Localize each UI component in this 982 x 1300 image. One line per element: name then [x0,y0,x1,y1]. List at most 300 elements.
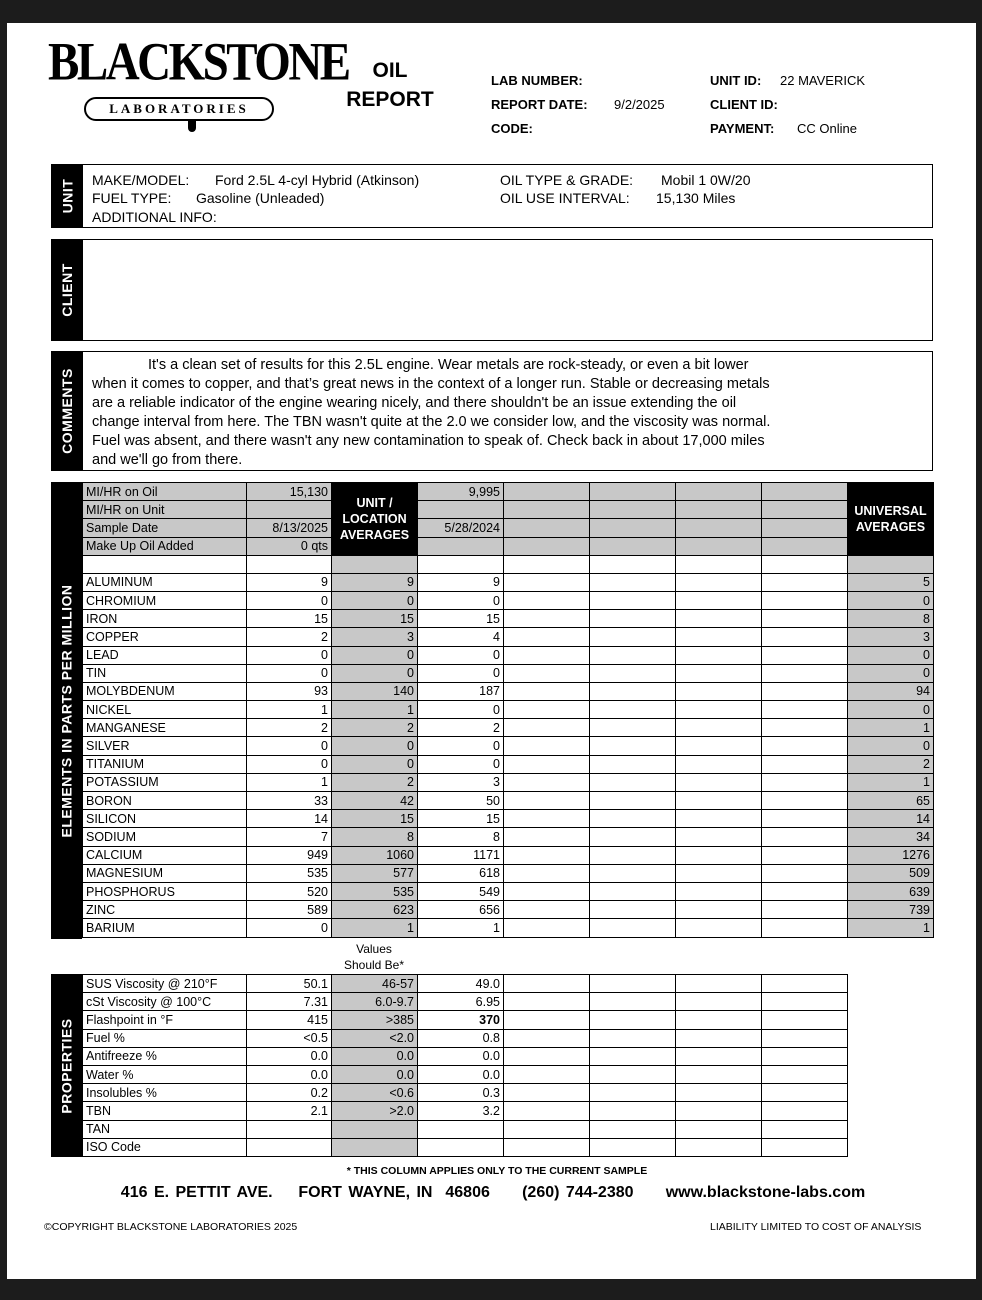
empty-sample-cell [762,1029,848,1047]
info-row [83,483,934,501]
property-name: Antifreeze % [83,1047,247,1065]
empty-sample-cell [504,737,590,755]
unit-average-value: 0 [332,755,418,773]
property-name: Insolubles % [83,1084,247,1102]
current-sample-value: 8/13/2025 [247,519,332,537]
empty-sample-cell [762,1138,848,1156]
element-row [83,864,934,882]
make-model-label: MAKE/MODEL: [92,172,190,188]
empty-sample-cell [676,519,762,537]
empty-sample-cell [504,864,590,882]
element-row [83,773,934,791]
current-value: 589 [247,901,332,919]
element-name: MANGANESE [83,719,247,737]
oil-type-value: Mobil 1 0W/20 [661,172,751,188]
empty-sample-cell [676,1084,762,1102]
universal-average-value: 8 [848,610,934,628]
element-name: NICKEL [83,701,247,719]
property-name: SUS Viscosity @ 210°F [83,975,247,993]
empty-sample-cell [762,1047,848,1065]
property-row [83,1065,848,1083]
empty-sample-cell [590,755,676,773]
property-name: Water % [83,1065,247,1083]
empty-sample-cell [676,792,762,810]
spacer-cell [247,555,332,573]
empty-sample-cell [762,993,848,1011]
empty-sample-cell [590,1047,676,1065]
property-row [83,1138,848,1156]
element-name: SILVER [83,737,247,755]
empty-sample-cell [676,719,762,737]
values-should-be-header [331,941,417,973]
current-value: 2.1 [247,1102,332,1120]
element-name: TIN [83,664,247,682]
previous-value: 4 [418,628,504,646]
previous-value: 0 [418,591,504,609]
previous-value: 0.3 [418,1084,504,1102]
empty-sample-cell [504,591,590,609]
empty-sample-cell [762,610,848,628]
header-line: AVERAGES [855,519,926,534]
liability-notice: LIABILITY LIMITED TO COST OF ANALYSIS [710,1221,922,1233]
property-row [83,975,848,993]
empty-sample-cell [762,519,848,537]
empty-sample-cell [590,810,676,828]
element-name: MOLYBDENUM [83,682,247,700]
previous-value: 1171 [418,846,504,864]
empty-sample-cell [590,993,676,1011]
empty-sample-cell [590,919,676,937]
empty-sample-cell [590,901,676,919]
current-sample-note: * THIS COLUMN APPLIES ONLY TO THE CURRENT SAMPLE [346,1165,648,1177]
spacer-cell [332,555,418,573]
comment-line: Fuel was absent, and there wasn't any new contamination to speak of. Check back in about 17,000 miles [92,433,765,449]
empty-sample-cell [762,1065,848,1083]
spacer-cell [418,555,504,573]
empty-sample-cell [762,646,848,664]
universal-average-value: 94 [848,682,934,700]
element-name: POTASSIUM [83,773,247,791]
spacer-cell [848,555,934,573]
previous-value: 187 [418,682,504,700]
should-be-value [332,1138,418,1156]
empty-sample-cell [676,1065,762,1083]
empty-sample-cell [504,610,590,628]
element-row [83,573,934,591]
empty-sample-cell [590,1011,676,1029]
empty-sample-cell [590,701,676,719]
element-row [83,610,934,628]
empty-sample-cell [676,773,762,791]
payment-value: CC Online [797,121,857,136]
unit-average-value: 0 [332,646,418,664]
report-title-line1: OIL [372,59,408,82]
current-value: 415 [247,1011,332,1029]
empty-sample-cell [676,483,762,501]
empty-sample-cell [590,501,676,519]
element-name: SILICON [83,810,247,828]
unit-average-value: 1 [332,701,418,719]
unit-average-value: 15 [332,610,418,628]
empty-sample-cell [762,628,848,646]
empty-sample-cell [762,701,848,719]
empty-sample-cell [504,810,590,828]
universal-average-value: 0 [848,701,934,719]
comment-line: change interval from here. The TBN wasn't quite at the 2.0 we consider low, and the viscosity was normal. [92,414,771,430]
empty-sample-cell [762,828,848,846]
lab-number-label: LAB NUMBER: [491,73,583,88]
oil-type-label: OIL TYPE & GRADE: [500,172,634,188]
property-name: cSt Viscosity @ 100°C [83,993,247,1011]
empty-sample-cell [676,1120,762,1138]
element-row [83,701,934,719]
info-label: Make Up Oil Added [83,537,247,555]
previous-sample-value [418,501,504,519]
previous-value: 15 [418,810,504,828]
empty-sample-cell [762,483,848,501]
previous-value: 2 [418,719,504,737]
header-line: UNIVERSAL [854,503,927,518]
empty-sample-cell [762,1011,848,1029]
element-name: CALCIUM [83,846,247,864]
empty-sample-cell [762,919,848,937]
element-name: ALUMINUM [83,573,247,591]
current-value: 949 [247,846,332,864]
element-name: TITANIUM [83,755,247,773]
should-be-value [332,1120,418,1138]
previous-value: 0 [418,701,504,719]
property-name: TAN [83,1120,247,1138]
make-model-value: Ford 2.5L 4-cyl Hybrid (Atkinson) [215,172,420,188]
previous-value: 549 [418,882,504,900]
empty-sample-cell [762,537,848,555]
current-value: 15 [247,610,332,628]
unit-average-value: 9 [332,573,418,591]
report-title-line2: REPORT [346,88,434,111]
empty-sample-cell [676,993,762,1011]
universal-average-value: 34 [848,828,934,846]
empty-sample-cell [504,755,590,773]
universal-average-value: 0 [848,646,934,664]
universal-average-value: 3 [848,628,934,646]
empty-sample-cell [504,882,590,900]
empty-sample-cell [504,901,590,919]
current-sample-value: 15,130 [247,483,332,501]
empty-sample-cell [590,573,676,591]
empty-sample-cell [762,501,848,519]
client-id-label: CLIENT ID: [710,97,778,112]
report-date-label: REPORT DATE: [491,97,588,112]
current-value: 50.1 [247,975,332,993]
copyright-notice: ©COPYRIGHT BLACKSTONE LABORATORIES 2025 [44,1221,298,1233]
empty-sample-cell [762,1102,848,1120]
values-header-line2: Should Be* [343,958,405,972]
empty-sample-cell [676,901,762,919]
client-box [51,239,933,341]
should-be-value: <0.6 [332,1084,418,1102]
element-name: PHOSPHORUS [83,882,247,900]
empty-sample-cell [590,1138,676,1156]
unit-average-value: 3 [332,628,418,646]
current-value: 7 [247,828,332,846]
current-value: 33 [247,792,332,810]
empty-sample-cell [504,846,590,864]
should-be-value: 0.0 [332,1047,418,1065]
empty-sample-cell [762,810,848,828]
empty-sample-cell [504,1047,590,1065]
client-sidebar [51,239,83,341]
previous-value [418,1120,504,1138]
unit-average-value: 0 [332,591,418,609]
previous-value: 0 [418,755,504,773]
unit-id-label: UNIT ID: [710,73,762,88]
empty-sample-cell [762,846,848,864]
unit-average-value: 2 [332,719,418,737]
empty-sample-cell [590,846,676,864]
unit-id-value: 22 MAVERICK [780,73,866,88]
comment-line: are a reliable indicator of the engine wearing nicely, and there shouldn't be an issue extending the oil [92,395,737,411]
universal-average-value: 2 [848,755,934,773]
element-row [83,719,934,737]
empty-sample-cell [504,919,590,937]
current-value: 0 [247,646,332,664]
empty-sample-cell [504,664,590,682]
blackstone-logo: BLACKSTONE [48,32,349,93]
elements-table [82,482,934,938]
empty-sample-cell [762,755,848,773]
current-value [247,1120,332,1138]
empty-sample-cell [762,773,848,791]
element-name: ZINC [83,901,247,919]
previous-value: 6.95 [418,993,504,1011]
unit-average-value: 623 [332,901,418,919]
empty-sample-cell [590,519,676,537]
empty-sample-cell [762,573,848,591]
empty-sample-cell [762,1084,848,1102]
empty-sample-cell [590,1120,676,1138]
should-be-value: >2.0 [332,1102,418,1120]
unit-average-value: 8 [332,828,418,846]
previous-value: 0.0 [418,1047,504,1065]
property-row [83,1084,848,1102]
universal-average-value: 0 [848,664,934,682]
unit-average-value: 2 [332,773,418,791]
universal-average-value: 1 [848,919,934,937]
empty-sample-cell [590,483,676,501]
empty-sample-cell [504,975,590,993]
empty-sample-cell [676,628,762,646]
empty-sample-cell [590,828,676,846]
universal-average-value: 0 [848,737,934,755]
universal-average-value: 1 [848,773,934,791]
empty-sample-cell [676,1138,762,1156]
empty-sample-cell [676,737,762,755]
property-row [83,1047,848,1065]
universal-average-value: 65 [848,792,934,810]
oil-use-value: 15,130 Miles [656,190,736,206]
current-value: 0.0 [247,1065,332,1083]
comments-text [92,356,927,470]
current-value: 0.0 [247,1047,332,1065]
empty-sample-cell [504,701,590,719]
empty-sample-cell [590,773,676,791]
empty-sample-cell [676,755,762,773]
empty-sample-cell [762,682,848,700]
element-row [83,646,934,664]
empty-sample-cell [504,483,590,501]
should-be-value: 46-57 [332,975,418,993]
element-name: COPPER [83,628,247,646]
element-name: IRON [83,610,247,628]
empty-sample-cell [590,646,676,664]
current-value: 93 [247,682,332,700]
comment-line: when it comes to copper, and that’s great news in the context of a longer run. Stable or decreasing metals [92,376,770,392]
report-title [335,56,445,114]
element-row [83,591,934,609]
lab-address: 416 E. PETTIT AVE. FORT WAYNE, IN 46806 (260) 744-2380 www.blackstone-labs.com [120,1184,866,1201]
unit-average-value: 1060 [332,846,418,864]
additional-info-label: ADDITIONAL INFO: [92,209,217,225]
unit-average-value: 42 [332,792,418,810]
info-row [83,537,934,555]
empty-sample-cell [676,864,762,882]
spacer-cell [504,555,590,573]
previous-value: 0 [418,664,504,682]
empty-sample-cell [676,682,762,700]
comments-sidebar [51,351,83,471]
element-row [83,737,934,755]
current-value: 2 [247,628,332,646]
empty-sample-cell [590,1102,676,1120]
previous-value: 49.0 [418,975,504,993]
empty-sample-cell [590,664,676,682]
unit-section-label: UNIT [59,178,76,214]
empty-sample-cell [762,901,848,919]
empty-sample-cell [590,864,676,882]
previous-value: 0 [418,737,504,755]
should-be-value: <2.0 [332,1029,418,1047]
empty-sample-cell [762,737,848,755]
empty-sample-cell [676,573,762,591]
empty-sample-cell [504,1120,590,1138]
empty-sample-cell [676,882,762,900]
empty-sample-cell [762,591,848,609]
spacer-row [83,555,934,573]
previous-value: 3.2 [418,1102,504,1120]
previous-sample-value: 5/28/2024 [418,519,504,537]
fuel-type-value: Gasoline (Unleaded) [196,190,325,206]
empty-sample-cell [590,610,676,628]
header-line: UNIT / [356,495,393,510]
empty-sample-cell [504,646,590,664]
universal-average-value: 14 [848,810,934,828]
element-row [83,664,934,682]
empty-sample-cell [676,591,762,609]
info-row [83,501,934,519]
universal-average-value: 639 [848,882,934,900]
current-value: 0.2 [247,1084,332,1102]
element-name: CHROMIUM [83,591,247,609]
previous-value: 8 [418,828,504,846]
previous-value: 15 [418,610,504,628]
property-row [83,1011,848,1029]
empty-sample-cell [504,501,590,519]
empty-sample-cell [762,664,848,682]
empty-sample-cell [762,792,848,810]
info-label: Sample Date [83,519,247,537]
comment-line: It's a clean set of results for this 2.5L engine. Wear metals are rock-steady, or even a bit lower [148,357,749,373]
previous-value: 0.0 [418,1065,504,1083]
info-label: MI/HR on Unit [83,501,247,519]
empty-sample-cell [676,701,762,719]
previous-sample-value: 9,995 [418,483,504,501]
empty-sample-cell [590,719,676,737]
should-be-value: >385 [332,1011,418,1029]
element-row [83,882,934,900]
property-name: Flashpoint in °F [83,1011,247,1029]
empty-sample-cell [676,501,762,519]
element-row [83,792,934,810]
previous-value: 3 [418,773,504,791]
empty-sample-cell [676,1047,762,1065]
element-row [83,810,934,828]
empty-sample-cell [590,1029,676,1047]
empty-sample-cell [504,993,590,1011]
empty-sample-cell [676,975,762,993]
universal-average-value: 1276 [848,846,934,864]
payment-label: PAYMENT: [710,121,775,136]
empty-sample-cell [590,628,676,646]
empty-sample-cell [590,591,676,609]
previous-value: 9 [418,573,504,591]
current-value: 0 [247,664,332,682]
element-name: BARIUM [83,919,247,937]
empty-sample-cell [504,519,590,537]
current-value: 7.31 [247,993,332,1011]
elements-sidebar [51,482,82,939]
empty-sample-cell [504,1011,590,1029]
properties-sidebar [51,974,82,1157]
info-row [83,519,934,537]
previous-value: 50 [418,792,504,810]
report-date-value: 9/2/2025 [614,97,665,112]
empty-sample-cell [762,882,848,900]
universal-average-value: 739 [848,901,934,919]
oil-use-label: OIL USE INTERVAL: [500,190,630,206]
spacer-cell [83,555,247,573]
current-sample-value [247,501,332,519]
current-value [247,1138,332,1156]
universal-average-value: 5 [848,573,934,591]
current-value: 0 [247,919,332,937]
universal-average-value: 0 [848,591,934,609]
fuel-type-label: FUEL TYPE: [92,190,172,206]
unit-average-value: 0 [332,737,418,755]
empty-sample-cell [504,1084,590,1102]
property-name: Fuel % [83,1029,247,1047]
element-row [83,628,934,646]
unit-sidebar [51,164,83,228]
empty-sample-cell [590,737,676,755]
current-value: 1 [247,701,332,719]
element-row [83,682,934,700]
spacer-cell [762,555,848,573]
property-row [83,1102,848,1120]
property-name: TBN [83,1102,247,1120]
empty-sample-cell [762,719,848,737]
empty-sample-cell [676,646,762,664]
element-row [83,901,934,919]
